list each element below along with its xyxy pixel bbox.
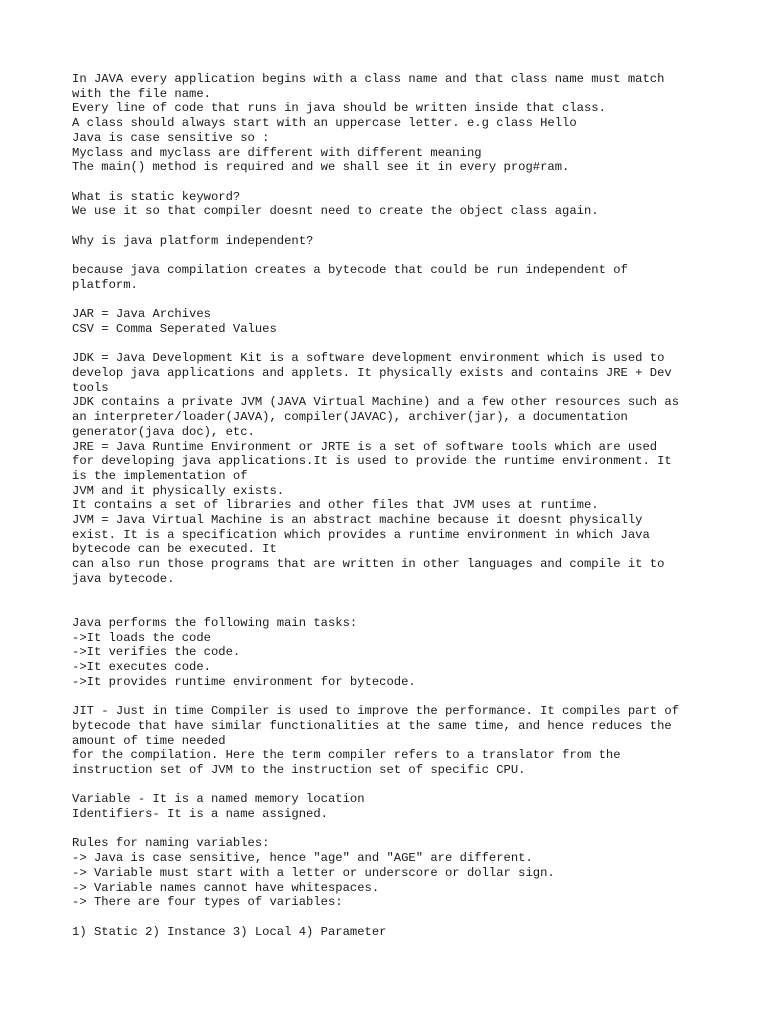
text-line: JDK = Java Development Kit is a software development environment which is used to: [72, 351, 665, 366]
text-line: 1) Static 2) Instance 3) Local 4) Parameter: [72, 924, 387, 939]
text-line: amount of time needed: [72, 733, 226, 748]
text-line: In JAVA every application begins with a class name and that class name must match: [72, 72, 665, 86]
blank-line: [72, 822, 712, 837]
blank-line: [72, 219, 712, 234]
text-line: A class should always start with an uppercase letter. e.g class Hello: [72, 116, 577, 131]
blank-line: [72, 910, 712, 925]
text-line: instruction set of JVM to the instruction set of specific CPU.: [72, 762, 526, 777]
text-line: What is static keyword?: [72, 189, 241, 204]
text-line: It contains a set of libraries and other files that JVM uses at runtime.: [72, 498, 599, 513]
blank-line: [72, 293, 712, 308]
text-line: develop java applications and applets. It physically exists and contains JRE + Dev: [72, 365, 672, 380]
text-line: generator(java doc), etc.: [72, 424, 255, 439]
blank-line: [72, 689, 712, 704]
text-line: ->It provides runtime environment for bytecode.: [72, 674, 416, 689]
text-line: JDK contains a private JVM (JAVA Virtual Machine) and a few other resources such as: [72, 395, 680, 410]
blank-line: [72, 337, 712, 352]
text-line: Why is java platform independent?: [72, 233, 314, 248]
text-line: an interpreter/loader(JAVA), compiler(JAVAC), archiver(jar), a documentation: [72, 410, 628, 425]
text-line: ->It verifies the code.: [72, 645, 241, 660]
document-page: [72, 72, 712, 939]
text-line: with the file name.: [72, 86, 211, 101]
text-line: CSV = Comma Seperated Values: [72, 321, 277, 336]
text-line: exist. It is a specification which provides a runtime environment in which Java: [72, 527, 650, 542]
text-line: bytecode that have similar functionalities at the same time, and hence reduces the: [72, 718, 672, 733]
text-line: Identifiers- It is a name assigned.: [72, 807, 328, 822]
text-line: JVM = Java Virtual Machine is an abstract machine because it doesnt physically: [72, 513, 643, 528]
text-line: Every line of code that runs in java should be written inside that class.: [72, 101, 606, 116]
text-line: JVM and it physically exists.: [72, 483, 285, 498]
text-line: -> Variable names cannot have whitespaces.: [72, 880, 380, 895]
text-line: Java is case sensitive so :: [72, 130, 270, 145]
blank-line: [72, 601, 712, 616]
text-line: can also run those programs that are written in other languages and compile it to: [72, 557, 665, 572]
text-line: for developing java applications.It is used to provide the runtime environment. It: [72, 454, 672, 469]
text-line: We use it so that compiler doesnt need to create the object class again.: [72, 204, 599, 219]
text-line: JAR = Java Archives: [72, 307, 211, 322]
text-line: Rules for naming variables:: [72, 836, 270, 851]
text-line: -> Java is case sensitive, hence "age" and "AGE" are different.: [72, 851, 533, 866]
text-line: JIT - Just in time Compiler is used to improve the performance. It compiles part of: [72, 704, 680, 719]
text-line: Variable - It is a named memory location: [72, 792, 365, 807]
text-line: bytecode can be executed. It: [72, 542, 277, 557]
blank-line: [72, 778, 712, 793]
text-line: for the compilation. Here the term compiler refers to a translator from the: [72, 748, 621, 763]
text-line: java bytecode.: [72, 571, 175, 586]
text-line: ->It loads the code: [72, 630, 211, 645]
text-line: ->It executes code.: [72, 660, 211, 675]
text-line: The main() method is required and we shall see it in every prog#ram.: [72, 160, 570, 175]
text-line: -> There are four types of variables:: [72, 895, 343, 910]
text-line: Myclass and myclass are different with different meaning: [72, 145, 482, 160]
text-line: platform.: [72, 277, 138, 292]
text-line: tools: [72, 380, 109, 395]
text-line: Java performs the following main tasks:: [72, 615, 358, 630]
text-line: is the implementation of: [72, 468, 248, 483]
text-line: because java compilation creates a bytecode that could be run independent of: [72, 263, 628, 278]
blank-line: [72, 587, 712, 602]
text-line: JRE = Java Runtime Environment or JRTE is a set of software tools which are used: [72, 439, 658, 454]
text-line: -> Variable must start with a letter or underscore or dollar sign.: [72, 865, 555, 880]
blank-line: [72, 175, 712, 190]
blank-line: [72, 248, 712, 263]
